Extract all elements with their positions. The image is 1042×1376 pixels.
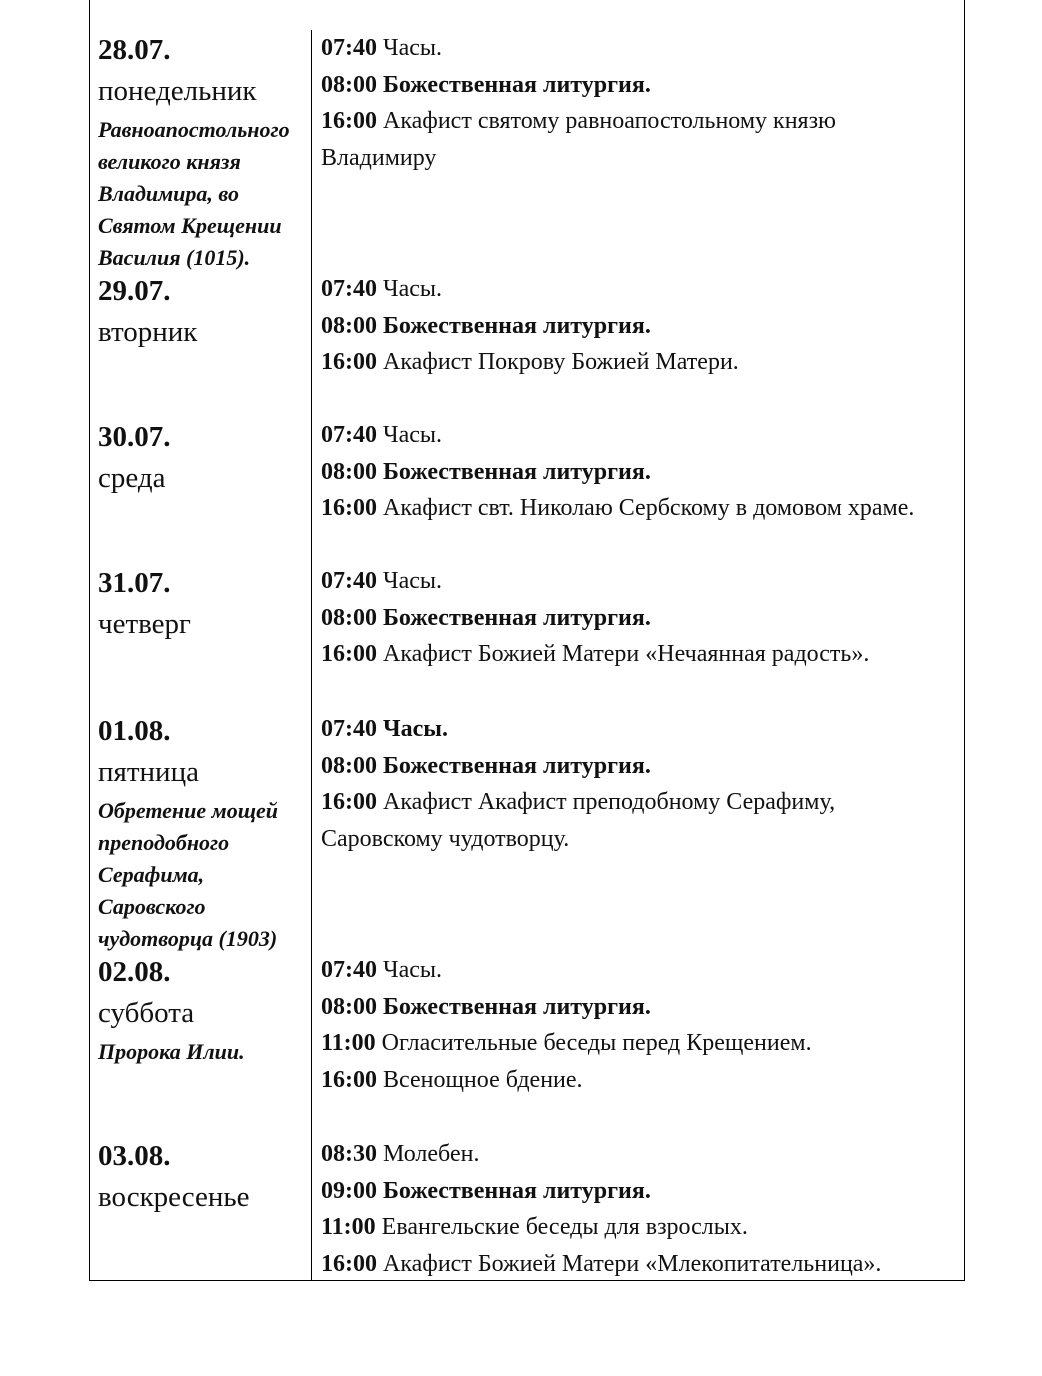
date-cell [98,417,308,499]
weekday: суббота [98,997,195,1029]
weekday: среда [98,462,166,494]
date: 01.08. [98,715,171,747]
date-cell [98,271,308,353]
service-line: 07:40 Часы. [321,422,443,448]
service-line: 07:40 Часы. [321,716,449,742]
feast-title: Равноапостольного великого князя Владимира, во Святом Крещении Василия (1015). [98,117,290,270]
services-cell [321,417,951,527]
service-line: 16:00 Акафист Божией Матери «Нечаянная радость». [321,641,870,668]
service-line: 07:40 Часы. [321,957,443,983]
date-cell [98,952,308,1068]
services-cell [321,711,951,858]
services-cell [321,1136,951,1283]
service-line: 16:00 Акафист Акафист преподобному Серафиму, Саровскому чудотворцу. [321,789,836,853]
table-border-right [964,0,965,1281]
service-line: 09:00 Божественная литургия. [321,1177,651,1204]
service-line: 08:00 Божественная литургия. [321,993,651,1020]
service-line: 16:00 Всенощное бдение. [321,1067,583,1094]
date: 03.08. [98,1140,171,1172]
services-cell [321,30,951,177]
service-line: 08:00 Божественная литургия. [321,604,651,631]
service-line: 16:00 Акафист святому равноапостольному князю Владимиру [321,108,836,172]
feast-title: Обретение мощей преподобного Серафима, Саровского чудотворца (1903) [98,798,279,951]
service-line: 08:00 Божественная литургия. [321,71,651,98]
service-line: 16:00 Акафист Покрову Божией Матери. [321,349,739,376]
services-cell [321,563,951,673]
table-row [89,711,964,951]
service-line: 08:30 Молебен. [321,1141,480,1167]
service-line: 11:00 Огласительные беседы перед Крещением. [321,1030,812,1057]
date-cell [98,563,308,645]
weekday: вторник [98,316,198,348]
date-cell [98,1136,308,1218]
table-row [89,30,964,270]
service-line: 08:00 Божественная литургия. [321,458,651,485]
date: 29.07. [98,275,171,307]
weekday: четверг [98,608,191,640]
table-row [89,417,964,562]
date: 31.07. [98,567,171,599]
table-row [89,271,964,416]
date-cell [98,30,308,274]
table-row [89,563,964,710]
service-line: 07:40 Часы. [321,568,443,594]
feast-title: Пророка Илии. [98,1039,245,1064]
date-cell [98,711,308,955]
service-line: 16:00 Акафист свт. Николаю Сербскому в домовом храме. [321,495,915,522]
weekday: воскресенье [98,1181,250,1213]
date: 30.07. [98,421,171,453]
weekday: понедельник [98,75,257,107]
services-cell [321,952,951,1099]
date: 28.07. [98,34,171,66]
service-line: 08:00 Божественная литургия. [321,752,651,779]
weekday: пятница [98,756,199,788]
service-line: 07:40 Часы. [321,35,443,61]
service-line: 07:40 Часы. [321,276,443,302]
date: 02.08. [98,956,171,988]
service-line: 16:00 Акафист Божией Матери «Млекопитательница». [321,1251,882,1278]
table-row [89,1136,964,1280]
table-row [89,952,964,1135]
service-line: 08:00 Божественная литургия. [321,312,651,339]
service-line: 11:00 Евангельские беседы для взрослых. [321,1214,748,1241]
services-cell [321,271,951,381]
